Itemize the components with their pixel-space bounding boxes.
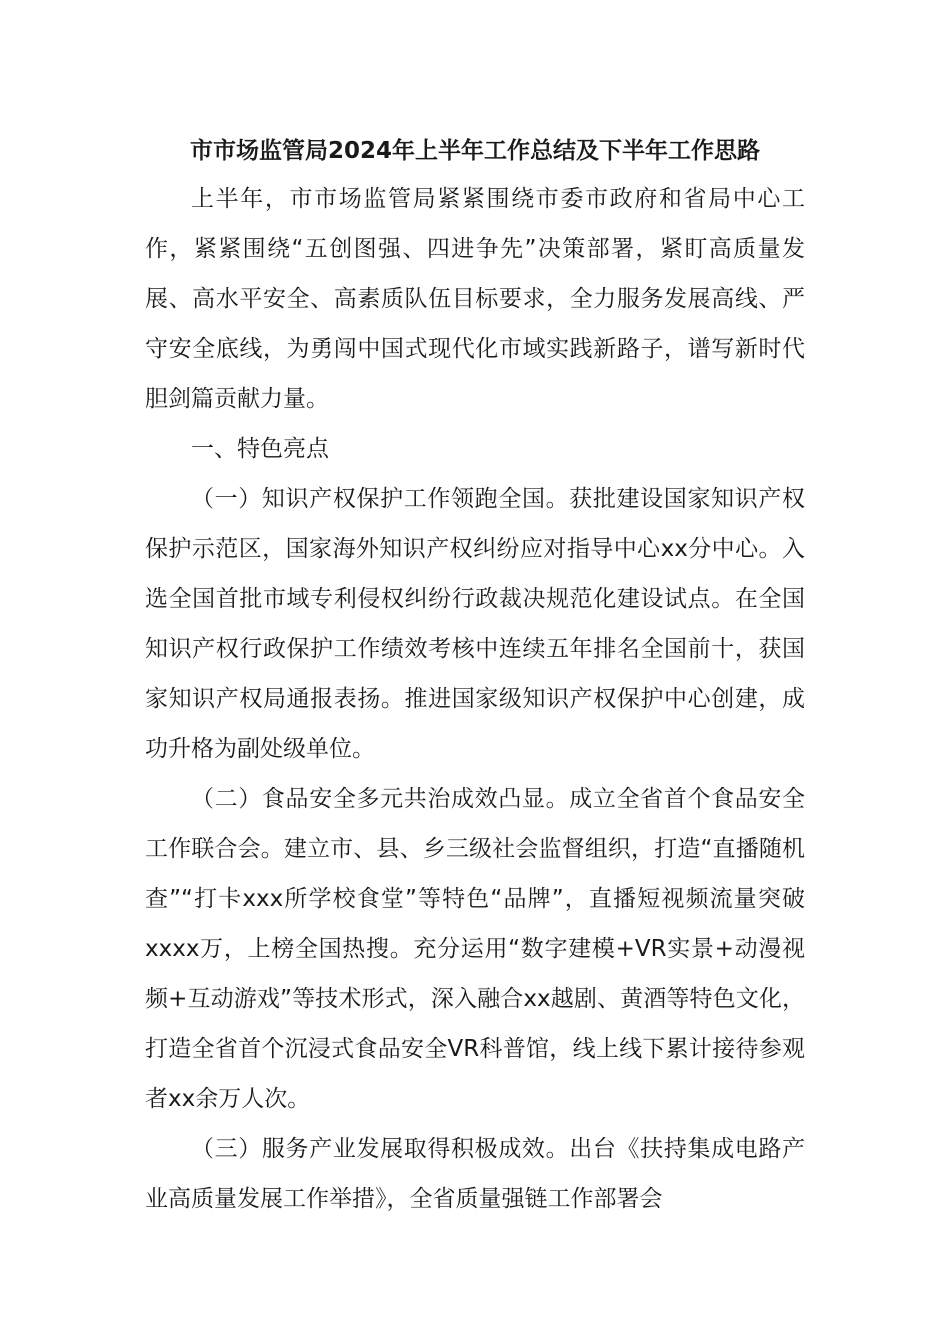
document-title: 市市场监管局2024年上半年工作总结及下半年工作思路 [189, 138, 760, 164]
paragraph-food-safety: （二）食品安全多元共治成效凸显。成立全省首个食品安全工作联合会。建立市、县、乡三级社会监督组织，打造“直播随机查”“打卡xxx所学校食堂”等特色“品牌”，直播短视频流量突破xxxx万，上榜全国热搜。充分运用“数字建模+VR实景+动漫视频+互动游戏”等技术形式，深入融合xx越剧、黄酒等特色文化，打造全省首个沉浸式食品安全VR科普馆，线上线下累计接待参观者xx余万人次。 [145, 786, 805, 1112]
paragraph-ip-protection: （一）知识产权保护工作领跑全国。获批建设国家知识产权保护示范区，国家海外知识产权纠纷应对指导中心xx分中心。入选全国首批市域专利侵权纠纷行政裁决规范化建设试点。在全国知识产权行政保护工作绩效考核中连续五年排名全国前十，获国家知识产权局通报表扬。推进国家级知识产权保护中心创建，成功升格为副处级单位。 [145, 486, 805, 762]
section-heading-highlights: 一、特色亮点 [191, 436, 329, 462]
document-body [145, 128, 805, 1224]
paragraph-industry-service: （三）服务产业发展取得积极成效。出台《扶持集成电路产业高质量发展工作举措》，全省质量强链工作部署会 [145, 1136, 805, 1212]
intro-paragraph: 上半年，市市场监管局紧紧围绕市委市政府和省局中心工作，紧紧围绕“五创图强、四进争先”决策部署，紧盯高质量发展、高水平安全、高素质队伍目标要求，全力服务发展高线、严守安全底线，为勇闯中国式现代化市域实践新路子，谱写新时代胆剑篇贡献力量。 [145, 186, 805, 412]
